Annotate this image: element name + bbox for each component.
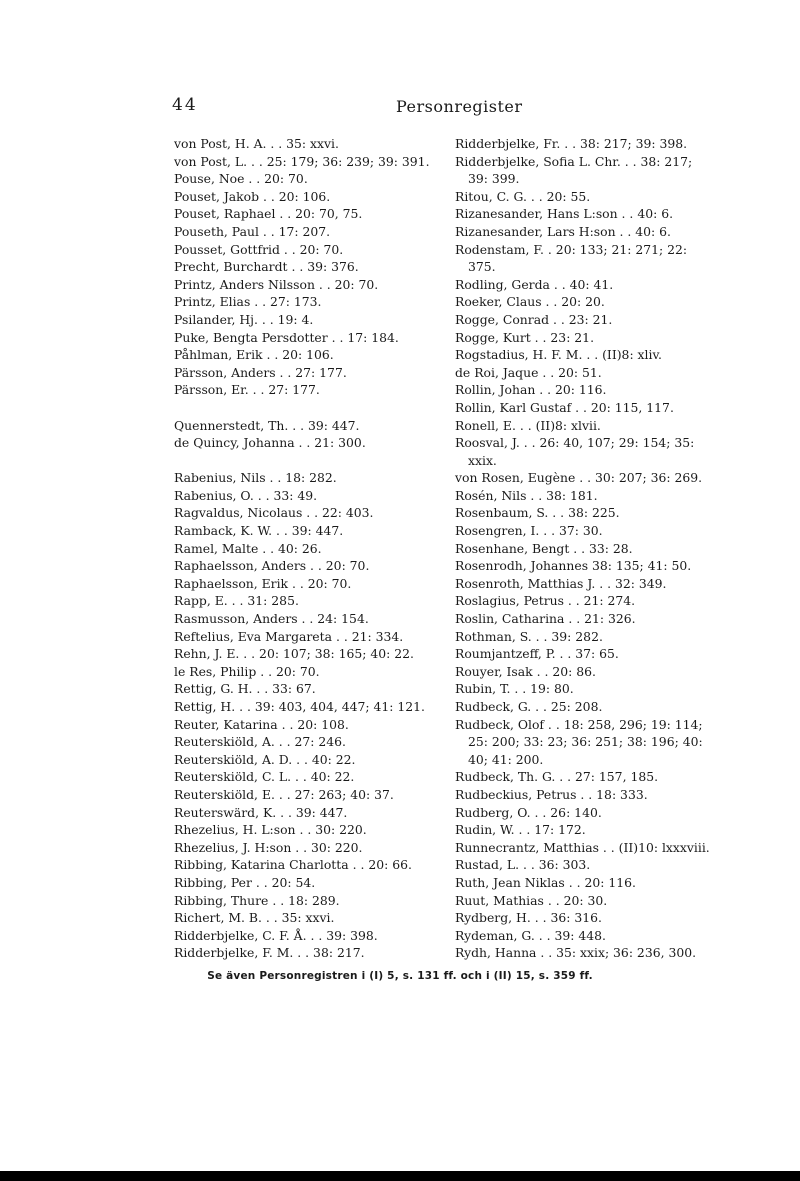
index-entry: Raphaelsson, Erik . . 20: 70. [174,575,352,591]
index-entry: Rhezelius, J. H:son . . 30: 220. [174,839,363,855]
index-entry: Reuterskiöld, A. . . 27: 246. [174,734,346,750]
index-entry: Printz, Anders Nilsson . . 20: 70. [174,276,379,292]
index-entry: Rollin, Karl Gustaf . . 20: 115, 117. [455,399,674,415]
index-entry: Rogstadius, H. F. M. . . (II)8: xliv. [455,347,662,363]
index-entry: Printz, Elias . . 27: 173. [174,294,322,310]
section-gap [174,399,439,417]
index-entry: Roslin, Catharina . . 21: 326. [455,611,636,627]
index-entry: Rettig, H. . . 39: 403, 404, 447; 41: 121. [174,699,425,714]
index-entry: Pärsson, Er. . . 27: 177. [174,382,320,398]
index-entry: Rabenius, Nils . . 18: 282. [174,470,337,486]
index-entry: Rogge, Kurt . . 23: 21. [455,329,595,345]
index-entry: Reuter, Katarina . . 20: 108. [174,716,349,732]
index-entry: Ronell, E. . . (II)8: xlvii. [455,417,601,433]
index-entry: Reuterskiöld, E. . . 27: 263; 40: 37. [174,786,394,802]
index-entry: Rydberg, H. . . 36: 316. [455,910,602,926]
index-entry: de Quincy, Johanna . . 21: 300. [174,435,366,451]
index-entry: Ramback, K. W. . . 39: 447. [174,523,344,539]
index-entry: Ribbing, Per . . 20: 54. [174,874,316,890]
index-entry: Rosenrodh, Johannes 38: 135; 41: 50. [455,558,692,574]
index-entry: Rizanesander, Lars H:son . . 40: 6. [455,223,671,239]
index-entry: Rouyer, Isak . . 20: 86. [455,663,596,679]
index-entry: Ridderbjelke, Fr. . . 38: 217; 39: 398. [455,136,688,151]
index-entry: Quennerstedt, Th. . . 39: 447. [174,417,360,433]
index-entry: Runnecrantz, Matthias . . (II)10: lxxxviii. [455,839,710,855]
index-entry: Pärsson, Anders . . 27: 177. [174,364,347,380]
running-title: Personregister [396,97,523,116]
index-entry: de Roi, Jaque . . 20: 51. [455,364,602,380]
index-entry: le Res, Philip . . 20: 70. [174,663,320,679]
index-entry: von Rosen, Eugène . . 30: 207; 36: 269. [455,470,703,486]
index-entry: Reuterskiöld, C. L. . . 40: 22. [174,769,355,785]
index-entry: Rapp, E. . . 31: 285. [174,593,299,609]
index-entry: Richert, M. B. . . 35: xxvi. [174,910,335,926]
index-entry: Rydeman, G. . . 39: 448. [455,927,606,943]
index-entry: Ridderbjelke, Sofia L. Chr. . . 38: 217; 39: 399. [455,153,693,187]
index-entry: Rosén, Nils . . 38: 181. [455,487,598,503]
index-entry: Rosenroth, Matthias J. . . 32: 349. [455,575,667,591]
index-entry: Rettig, G. H. . . 33: 67. [174,681,316,697]
index-entry: Rydh, Hanna . . 35: xxix; 36: 236, 300. [455,945,697,961]
index-entry: Påhlman, Erik . . 20: 106. [174,347,334,363]
index-entry: Pouset, Jakob . . 20: 106. [174,188,331,204]
index-entry: Rogge, Conrad . . 23: 21. [455,311,613,327]
index-entry: Ribbing, Thure . . 18: 289. [174,892,340,908]
index-entry: Ruut, Mathias . . 20: 30. [455,892,608,908]
index-entry: Ragvaldus, Nicolaus . . 22: 403. [174,505,374,521]
footnote: Se även Personregistren i (I) 5, s. 131 ff. och i (II) 15, s. 359 ff. [207,970,593,982]
index-entry: Rosenhane, Bengt . . 33: 28. [455,540,633,556]
index-entry: Ridderbjelke, F. M. . . 38: 217. [174,945,365,961]
index-entry: Pouseth, Paul . . 17: 207. [174,223,331,239]
index-entry: Rudberg, O. . . 26: 140. [455,804,602,820]
index-entry: Ridderbjelke, C. F. Å. . . 39: 398. [174,927,378,943]
index-entry: von Post, L. . . 25: 179; 36: 239; 39: 391. [174,153,430,169]
index-entry: Reuterskiöld, A. D. . . 40: 22. [174,751,356,767]
section-gap [174,452,439,470]
index-entry: Pouset, Raphael . . 20: 70, 75. [174,206,363,222]
left-column [174,135,439,962]
index-entry: Rhezelius, H. L:son . . 30: 220. [174,822,367,838]
index-entry: Raphaelsson, Anders . . 20: 70. [174,558,370,574]
index-entry: Rabenius, O. . . 33: 49. [174,487,318,503]
index-entry: Roeker, Claus . . 20: 20. [455,294,605,310]
index-entry: Psilander, Hj. . . 19: 4. [174,311,314,327]
index-entry: Roosval, J. . . 26: 40, 107; 29: 154; 35: xxix. [455,435,695,468]
index-entry: Rosengren, I. . . 37: 30. [455,523,603,539]
index-entry: Ruth, Jean Niklas . . 20: 116. [455,874,636,890]
index-entry: Reuterswärd, K. . . 39: 447. [174,804,348,820]
scan-edge [0,1171,800,1181]
index-entry: Reftelius, Eva Margareta . . 21: 334. [174,628,404,644]
index-entry: Precht, Burchardt . . 39: 376. [174,259,359,275]
index-entry: Rodenstam, F. . 20: 133; 21: 271; 22: 375. [455,241,688,275]
index-entry: Ramel, Malte . . 40: 26. [174,540,322,556]
index-entry: Rasmusson, Anders . . 24: 154. [174,611,369,627]
index-entry: Rosenbaum, S. . . 38: 225. [455,505,620,521]
index-entry: Rothman, S. . . 39: 282. [455,628,603,644]
index-entry: Rudbeck, Olof . . 18: 258, 296; 19: 114; 25: 200; 33: 23; 36: 251; 38: 196; 40: 40; 41: 200. [455,716,703,767]
index-entry: Ritou, C. G. . . 20: 55. [455,188,591,204]
index-entry: Pousset, Gottfrid . . 20: 70. [174,241,344,257]
index-entry: Roslagius, Petrus . . 21: 274. [455,593,636,609]
index-entry: Rizanesander, Hans L:son . . 40: 6. [455,206,674,222]
index-entry: von Post, H. A. . . 35: xxvi. [174,136,339,151]
index-entry: Rubin, T. . . 19: 80. [455,681,574,697]
index-entry: Rustad, L. . . 36: 303. [455,857,591,873]
index-entry: Pouse, Noe . . 20: 70. [174,171,308,187]
right-column [455,135,715,962]
index-entry: Rudbeckius, Petrus . . 18: 333. [455,786,648,802]
index-entry: Roumjantzeff, P. . . 37: 65. [455,646,619,662]
index-entry: Rehn, J. E. . . 20: 107; 38: 165; 40: 22. [174,646,414,662]
index-entry: Rudin, W. . . 17: 172. [455,822,586,838]
index-entry: Puke, Bengta Persdotter . . 17: 184. [174,329,399,345]
index-entry: Rudbeck, Th. G. . . 27: 157, 185. [455,769,659,785]
index-entry: Rudbeck, G. . . 25: 208. [455,699,603,714]
index-entry: Rollin, Johan . . 20: 116. [455,382,607,398]
index-entry: Ribbing, Katarina Charlotta . . 20: 66. [174,857,412,873]
index-entry: Rodling, Gerda . . 40: 41. [455,276,614,292]
page-number: 44 [172,95,198,115]
